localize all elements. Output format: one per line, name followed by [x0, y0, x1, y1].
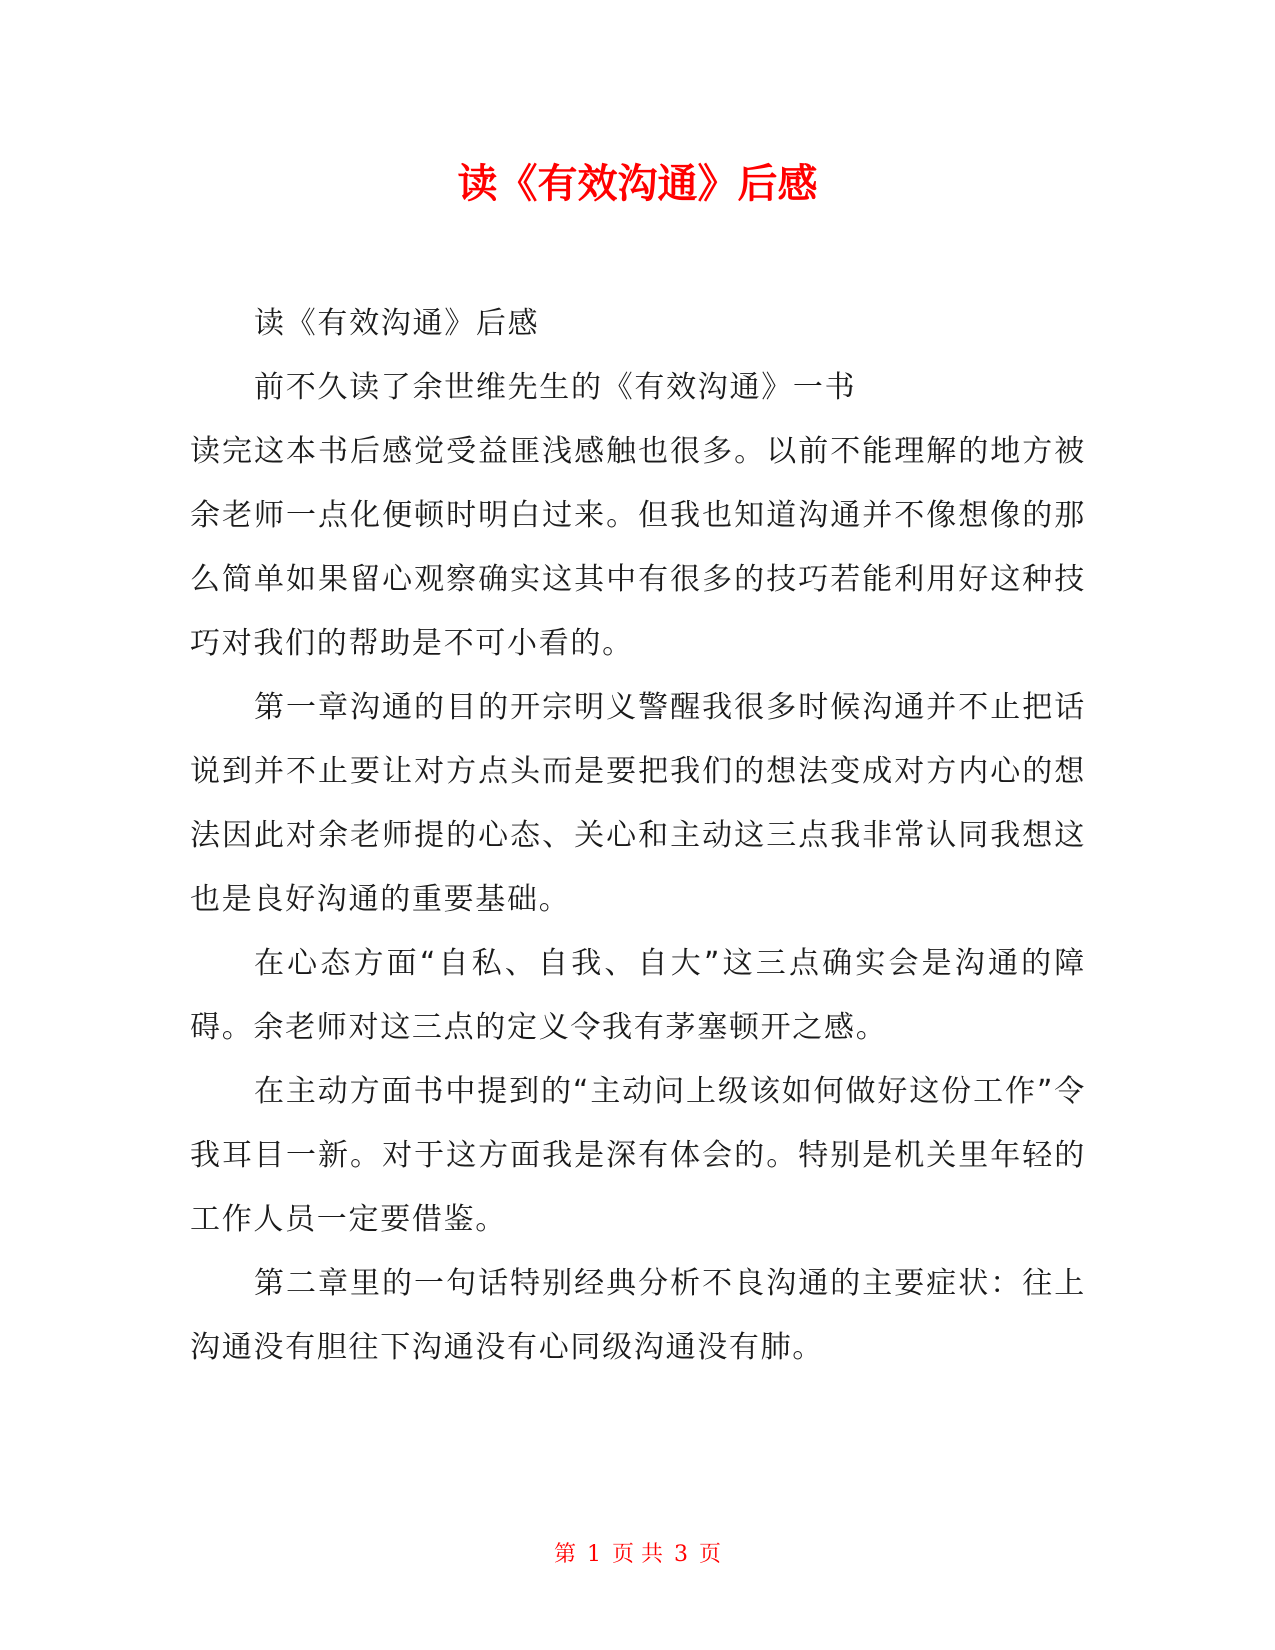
footer-prefix: 第	[553, 1542, 576, 1567]
footer-mid: 页 共	[612, 1542, 663, 1567]
footer-suffix: 页	[699, 1542, 722, 1567]
paragraph-2: 读完这本书后感觉受益匪浅感触也很多。以前不能理解的地方被余老师一点化便顿时明白过来。但我也知道沟通并不像想像的那么简单如果留心观察确实这其中有很多的技巧若能利用好这种技巧对我们的帮助是不可小看的。	[190, 434, 1086, 661]
paragraph-1: 前不久读了余世维先生的《有效沟通》一书	[254, 370, 857, 405]
footer-current-page: 1	[587, 1542, 601, 1567]
page-footer	[0, 1540, 1275, 1570]
document-body	[190, 292, 1086, 1380]
paragraph-heading: 读《有效沟通》后感	[254, 306, 540, 341]
paragraph-3: 第一章沟通的目的开宗明义警醒我很多时候沟通并不止把话说到并不止要让对方点头而是要把我们的想法变成对方内心的想法因此对余老师提的心态、关心和主动这三点我非常认同我想这也是良好沟通的重要基础。	[190, 690, 1086, 917]
paragraph-4: 在心态方面“自私、自我、自大”这三点确实会是沟通的障碍。余老师对这三点的定义令我有茅塞顿开之感。	[190, 946, 1086, 1045]
paragraph-6: 第二章里的一句话特别经典分析不良沟通的主要症状：往上沟通没有胆往下沟通没有心同级沟通没有肺。	[190, 1266, 1086, 1365]
paragraph-5: 在主动方面书中提到的“主动问上级该如何做好这份工作”令我耳目一新。对于这方面我是深有体会的。特别是机关里年轻的工作人员一定要借鉴。	[190, 1074, 1086, 1237]
document-title: 读《有效沟通》后感	[457, 161, 818, 207]
footer-total-pages: 3	[674, 1542, 688, 1567]
